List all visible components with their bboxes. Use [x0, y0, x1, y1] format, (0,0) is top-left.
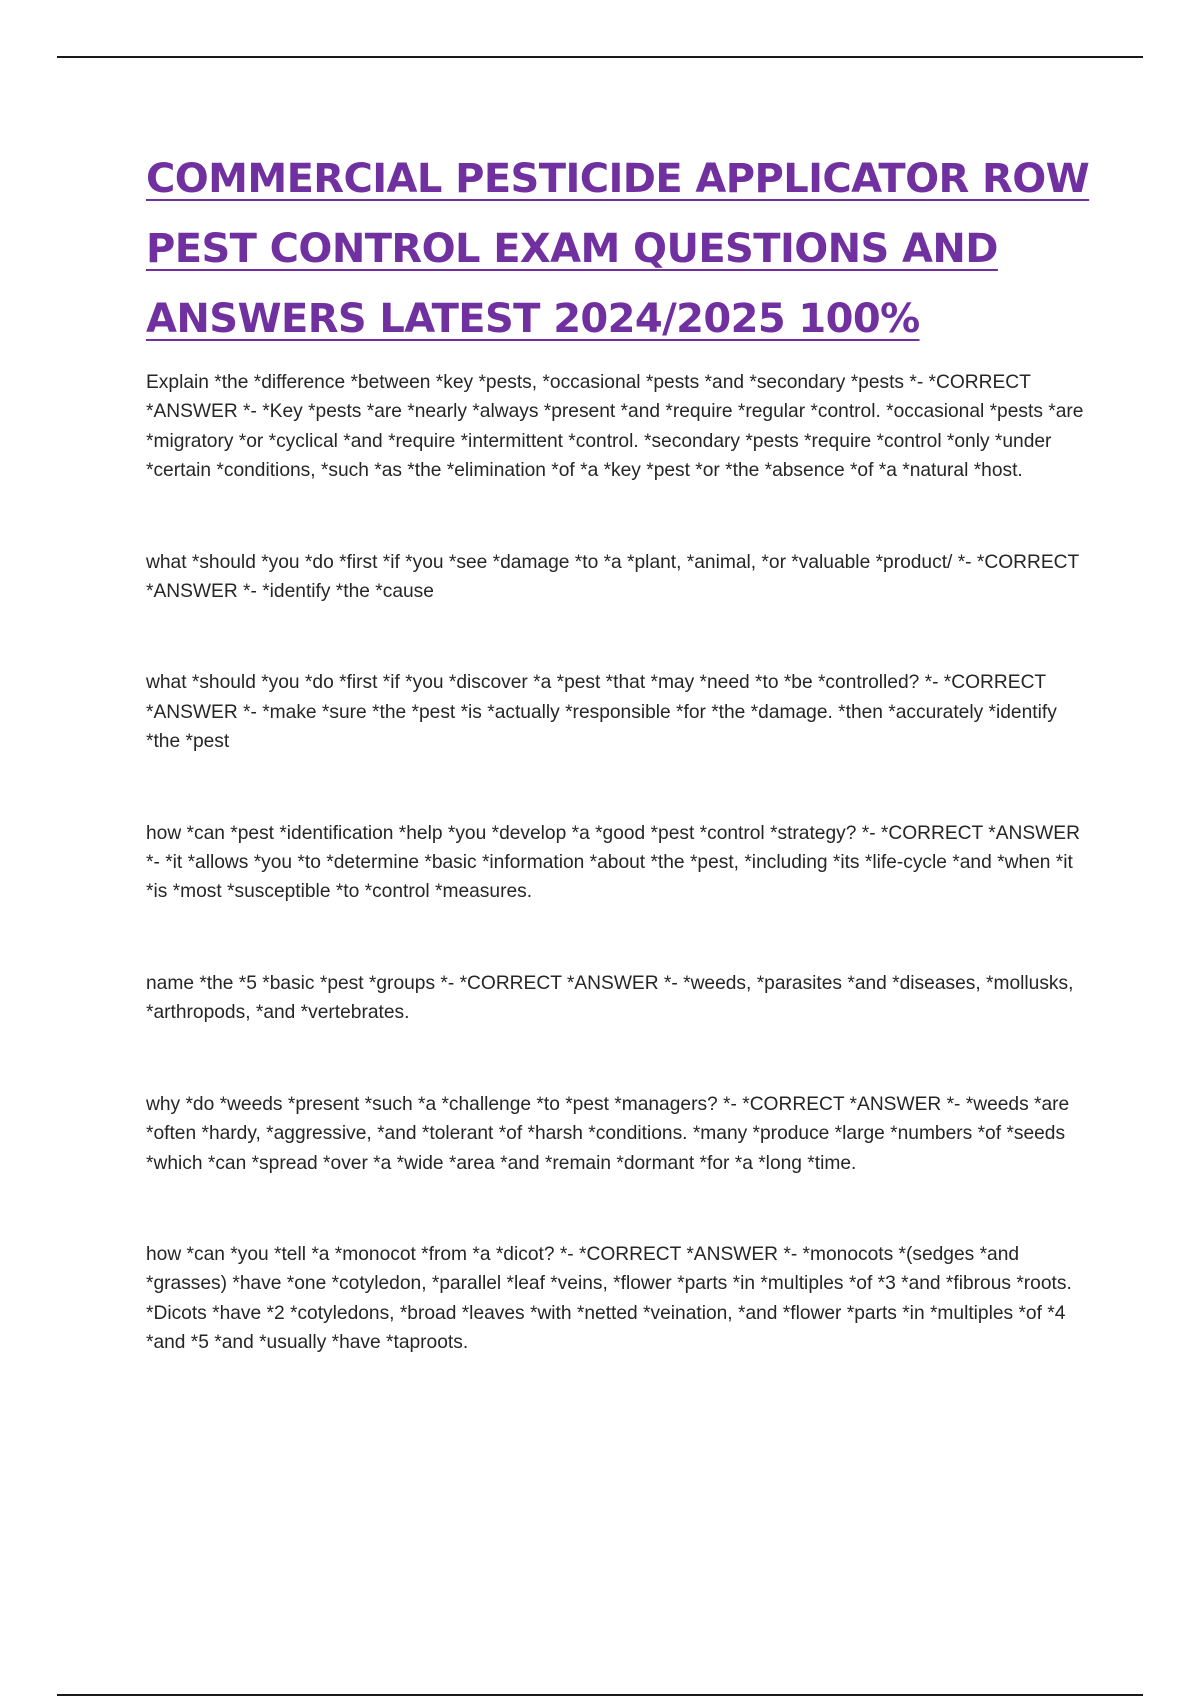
qa-item-discover-pest: what *should *you *do *first *if *you *discover *a *pest *that *may *need *to *be *controlled? *- *CORRECT *ANSWER *- *make *sure *the *pest *is *actually *responsible *for *the *damage. *then *accurately *identify *the *pest	[146, 672, 1057, 753]
qa-item-pest-groups: name *the *5 *basic *pest *groups *- *CORRECT *ANSWER *- *weeds, *parasites *and *diseases, *mollusks, *arthropods, *and *vertebrates.	[146, 972, 1074, 1024]
qa-item-pest-identification: how *can *pest *identification *help *you *develop *a *good *pest *control *strategy? *- *CORRECT *ANSWER *- *it *allows *you *to *determine *basic *information *about *the *pest, *including *its *life-cycle *and *when *it *is *most *susceptible *to *control *measures.	[146, 822, 1080, 903]
qa-item-monocot-dicot: how *can *you *tell *a *monocot *from *a *dicot? *- *CORRECT *ANSWER *- *monocots *(sedges *and *grasses) *have *one *cotyledon, *parallel *leaf *veins, *flower *parts *in *multiples *of *3 *and *fibrous *roots. *Dicots *have *2 *cotyledons, *broad *leaves *with *netted *veination, *and *flower *parts *in *multiples *of *4 *and *5 *and *usually *have *taproots.	[146, 1243, 1072, 1354]
qa-item-key-pests: Explain *the *difference *between *key *pests, *occasional *pests *and *secondary *pests *- *CORRECT *ANSWER *- *Key *pests *are *nearly *always *present *and *require *regular *control. *occasional *pests *are *migratory *or *cyclical *and *require *intermittent *control. *secondary *pests *require *control *only *under *certain *conditions, *such *as *the *elimination *of *a *key *pest *or *the *absence *of *a *natural *host.	[146, 372, 1084, 482]
qa-item-damage-first-step: what *should *you *do *first *if *you *see *damage *to *a *plant, *animal, *or *valuable *product/ *- *CORRECT *ANSWER *- *identify *the *cause	[146, 551, 1079, 603]
bottom-horizontal-rule	[57, 1694, 1143, 1696]
document-title: COMMERCIAL PESTICIDE APPLICATOR ROW PEST CONTROL EXAM QUESTIONS AND ANSWERS LATEST 2024/2025 100%	[146, 156, 1090, 342]
qa-item-weeds-challenge: why *do *weeds *present *such *a *challenge *to *pest *managers? *- *CORRECT *ANSWER *- *weeds *are *often *hardy, *aggressive, *and *tolerant *of *harsh *conditions. *many *produce *large *numbers *of *seeds *which *can *spread *over *a *wide *area *and *remain *dormant *for *a *long *time.	[146, 1093, 1070, 1174]
qa-list	[146, 368, 1091, 1358]
top-horizontal-rule	[57, 56, 1143, 58]
